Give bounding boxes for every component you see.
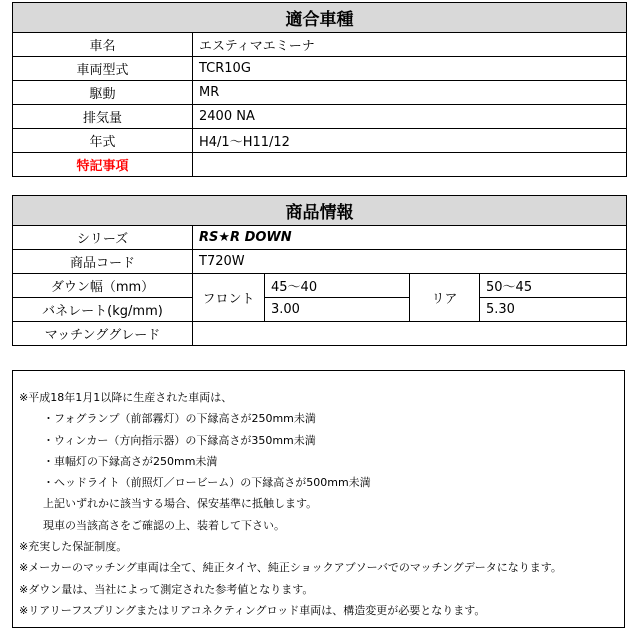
table-row [13,33,627,57]
note-line: ※平成18年1月1以降に生産された車両は、 [19,391,233,404]
special-notes-label: 特記事項 [13,153,193,177]
product-title: 商品情報 [13,196,627,226]
spring-rate-label: バネレート(kg/mm) [13,298,193,322]
matching-grade-value [193,322,627,346]
table-row [13,153,627,177]
table-row [13,250,627,274]
table-row [13,298,627,322]
front-rate-value: 3.00 [265,298,410,322]
fitment-title: 適合車種 [13,3,627,33]
product-code-label: 商品コード [13,250,193,274]
year-label: 年式 [13,129,193,153]
fitment-table [12,2,627,177]
note-line: ※リアリーフスプリングまたはリアコネクティングロッド車両は、構造変更が必要となります。 [19,603,486,617]
note-line: ※ダウン量は、当社によって測定された参考値となります。 [19,582,314,596]
drive-label: 駆動 [13,81,193,105]
table-row [13,81,627,105]
matching-grade-label: マッチンググレード [13,322,193,346]
note-line: ・ヘッドライト（前照灯／ロービーム）の下縁高さが500mm未満 [43,476,371,490]
table-row [13,274,627,298]
note-line: ※充実した保証制度。 [19,540,128,554]
rear-label: リア [410,274,480,322]
rear-rate-value: 5.30 [480,298,627,322]
drive-value: MR [193,81,627,105]
front-down-value: 45～40 [265,274,410,298]
special-notes-value [193,153,627,177]
displacement-value: 2400 NA [193,105,627,129]
note-line: ・車幅灯の下縁高さが250mm未満 [43,454,218,468]
table-row [13,105,627,129]
series-label: シリーズ [13,226,193,250]
table-row [13,129,627,153]
product-code-value: T720W [193,250,627,274]
displacement-label: 排気量 [13,105,193,129]
note-line: ※メーカーのマッチング車両は全て、純正タイヤ、純正ショックアブソーバでのマッチングデータになります。 [19,561,562,575]
model-code-label: 車両型式 [13,57,193,81]
down-width-label: ダウン幅（mm） [13,274,193,298]
notes-box [12,370,625,628]
front-label: フロント [193,274,265,322]
table-row [13,226,627,250]
table-row [13,322,627,346]
note-line: 上記いずれかに該当する場合、保安基準に抵触します。 [43,497,318,511]
product-table [12,195,627,346]
note-line: 現車の当該高さをご確認の上、装着して下さい。 [43,518,285,532]
model-code-value: TCR10G [193,57,627,81]
note-line: ・ウィンカー（方向指示器）の下縁高さが350mm未満 [43,433,316,447]
car-name-value: エスティマエミーナ [193,33,627,57]
rear-down-value: 50～45 [480,274,627,298]
year-value: H4/1～H11/12 [193,129,627,153]
table-row [13,57,627,81]
note-line: ・フォグランプ（前部霧灯）の下縁高さが250mm未満 [43,412,316,426]
series-logo: RS★R DOWN [193,226,627,250]
car-name-label: 車名 [13,33,193,57]
